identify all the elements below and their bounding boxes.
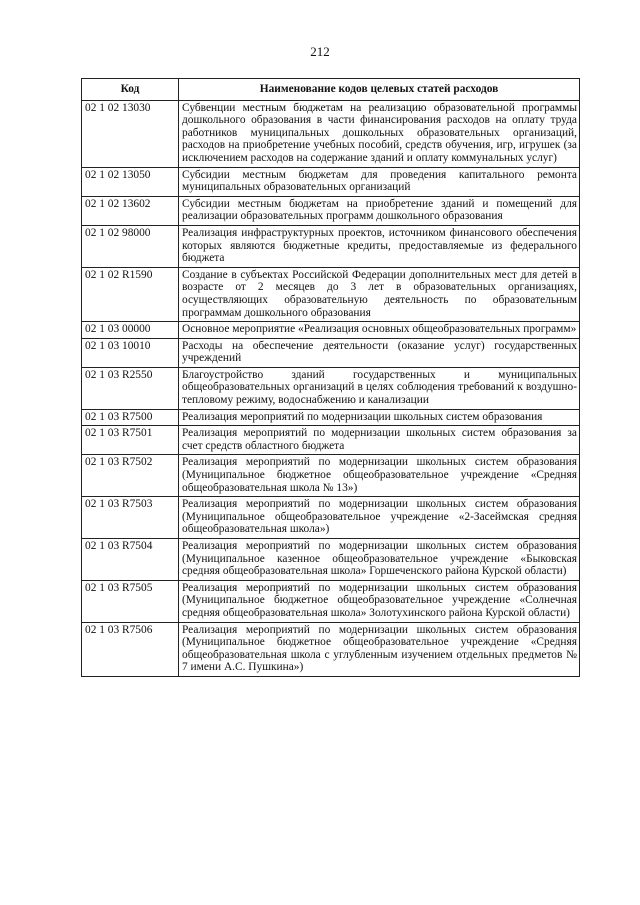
row-code: 02 1 03 R7504 <box>82 539 179 581</box>
table-row <box>82 322 580 339</box>
row-code: 02 1 02 13602 <box>82 196 179 225</box>
column-header-name: Наименование кодов целевых статей расходов <box>179 79 580 101</box>
row-description: Реализация мероприятий по модернизации школьных систем образования <box>179 409 580 426</box>
row-code: 02 1 02 98000 <box>82 225 179 267</box>
page-number: 212 <box>310 44 330 59</box>
table-row <box>82 196 580 225</box>
row-description: Создание в субъектах Российской Федерации дополнительных мест для детей в возрасте от 2 месяцев до 3 лет в образовательных организациях, осуществляющих образовательную деятельность по образовательным программам дошкольного образования <box>179 267 580 321</box>
row-code: 02 1 03 R7505 <box>82 580 179 622</box>
table-row <box>82 580 580 622</box>
column-header-code: Код <box>82 79 179 101</box>
table-row <box>82 497 580 539</box>
row-description: Реализация мероприятий по модернизации школьных систем образования (Муниципальное бюджетное общеобразовательное учреждение «Средняя общеобразовательная школа с углубленным изучением отдельных предметов № 7 имени А.С. Пушкина») <box>179 622 580 676</box>
table-row <box>82 267 580 321</box>
row-code: 02 1 02 13030 <box>82 100 179 167</box>
table-row <box>82 225 580 267</box>
row-description: Реализация мероприятий по модернизации школьных систем образования за счет средств областного бюджета <box>179 426 580 455</box>
table-row <box>82 622 580 676</box>
table-row <box>82 367 580 409</box>
table-row <box>82 426 580 455</box>
row-code: 02 1 03 R7501 <box>82 426 179 455</box>
row-description: Субсидии местным бюджетам для проведения капитального ремонта муниципальных образовательных организаций <box>179 167 580 196</box>
table-header-row <box>82 79 580 101</box>
row-description: Субсидии местным бюджетам на приобретение зданий и помещений для реализации образовательных программ дошкольного образования <box>179 196 580 225</box>
row-description: Расходы на обеспечение деятельности (оказание услуг) государственных учреждений <box>179 338 580 367</box>
row-description: Субвенции местным бюджетам на реализацию образовательной программы дошкольного образования в части финансирования расходов на оплату труда работников муниципальных дошкольных образовательных организаций, расходов на приобретение учебных пособий, средств обучения, игр, игрушек (за исключением расходов на содержание зданий и оплату коммунальных услуг) <box>179 100 580 167</box>
row-code: 02 1 02 R1590 <box>82 267 179 321</box>
row-code: 02 1 02 13050 <box>82 167 179 196</box>
row-code: 02 1 03 R2550 <box>82 367 179 409</box>
row-code: 02 1 03 R7500 <box>82 409 179 426</box>
table-row <box>82 338 580 367</box>
table-row <box>82 409 580 426</box>
row-description: Реализация мероприятий по модернизации школьных систем образования (Муниципальное бюджетное общеобразовательное учреждение «Средняя общеобразовательная школа № 13») <box>179 455 580 497</box>
table-row <box>82 167 580 196</box>
row-code: 02 1 03 R7502 <box>82 455 179 497</box>
row-description: Реализация мероприятий по модернизации школьных систем образования (Муниципальное казенное общеобразовательное учреждение «Быковская средняя общеобразовательная школа» Горшеченского района Курской области) <box>179 539 580 581</box>
target-expense-codes-table <box>81 78 580 677</box>
row-code: 02 1 03 R7503 <box>82 497 179 539</box>
row-description: Реализация инфраструктурных проектов, источником финансового обеспечения которых являются бюджетные кредиты, предоставляемые из федерального бюджета <box>179 225 580 267</box>
row-code: 02 1 03 R7506 <box>82 622 179 676</box>
row-description: Реализация мероприятий по модернизации школьных систем образования (Муниципальное общеобразовательное учреждение «2-Засеймская средняя общеобразовательная школа») <box>179 497 580 539</box>
table-row <box>82 455 580 497</box>
row-code: 02 1 03 10010 <box>82 338 179 367</box>
row-description: Благоустройство зданий государственных и муниципальных общеобразовательных организаций в целях соблюдения требований к воздушно-тепловому режиму, водоснабжению и канализации <box>179 367 580 409</box>
row-description: Основное мероприятие «Реализация основных общеобразовательных программ» <box>179 322 580 339</box>
row-description: Реализация мероприятий по модернизации школьных систем образования (Муниципальное бюджетное общеобразовательное учреждение «Солнечная средняя общеобразовательная школа» Золотухинского района Курской области) <box>179 580 580 622</box>
row-code: 02 1 03 00000 <box>82 322 179 339</box>
table-row <box>82 100 580 167</box>
table-row <box>82 539 580 581</box>
